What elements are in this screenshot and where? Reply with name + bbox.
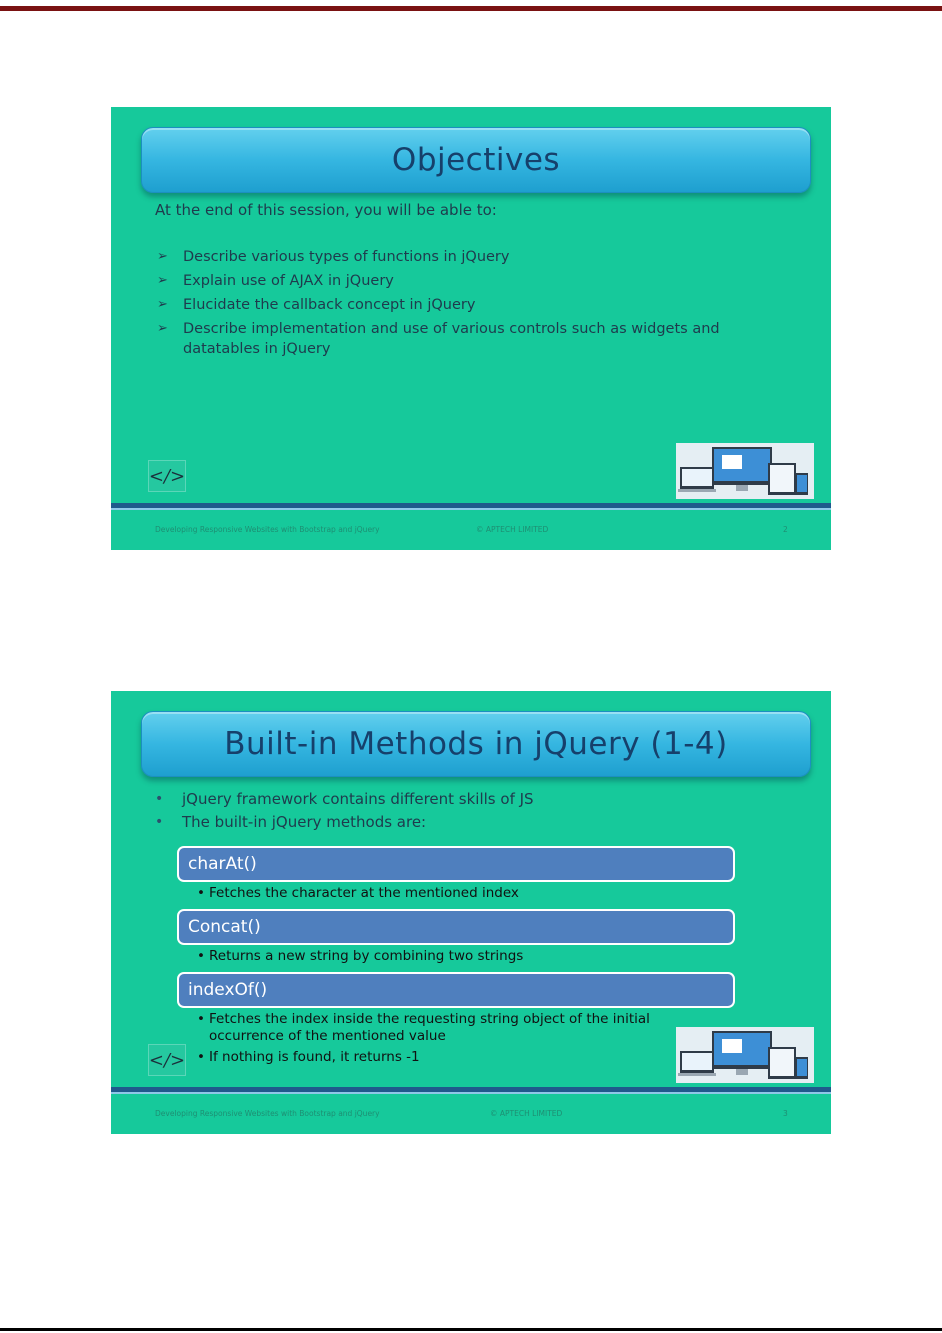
footer-course-title: Developing Responsive Websites with Bootstrap and jQuery [155,1109,380,1118]
slide-title-bar [141,127,811,193]
responsive-devices-image [676,443,814,499]
list-item: ➢ Elucidate the callback concept in jQuery [157,297,476,313]
footer-page-number: 2 [783,525,788,534]
list-item: • jQuery framework contains different skills of JS [155,788,534,811]
arrow-bullet-icon: ➢ [157,321,168,336]
footer-copyright: © APTECH LIMITED [490,1109,563,1118]
method-description-extra: • If nothing is found, it returns -1 [197,1049,420,1065]
list-item: ➢ Describe implementation and use of various controls such as widgets and datatables in jQuery [157,321,720,357]
footer-page-number: 3 [783,1109,788,1118]
code-pen-icon: </> [148,460,186,492]
arrow-bullet-icon: ➢ [157,297,168,312]
footer-copyright: © APTECH LIMITED [476,525,549,534]
arrow-bullet-icon: ➢ [157,249,168,264]
slide-intro: At the end of this session, you will be able to: [155,201,497,219]
page-bottom-rule [0,1328,942,1331]
bullet-dot-icon: • [155,791,164,807]
code-pen-icon: </> [148,1044,186,1076]
slide-title-bar [141,711,811,777]
responsive-devices-image [676,1027,814,1083]
method-box-charat: charAt() [177,846,735,882]
footer-divider-accent [111,508,831,510]
footer-course-title: Developing Responsive Websites with Bootstrap and jQuery [155,525,380,534]
method-box-indexof: indexOf() [177,972,735,1008]
footer-divider-accent [111,1092,831,1094]
slide-title: Objectives [391,142,561,178]
page-top-rule [0,6,942,11]
slide-objectives [111,107,831,550]
objectives-list [155,247,795,363]
list-item: ➢ Describe various types of functions in jQuery [157,249,510,265]
slide-title: Built-in Methods in jQuery (1-4) [224,726,728,762]
list-item: • The built-in jQuery methods are: [155,811,534,834]
method-description: • Returns a new string by combining two strings [197,948,524,964]
method-description: • Fetches the character at the mentioned index [197,885,519,901]
slide-built-in-methods [111,691,831,1134]
arrow-bullet-icon: ➢ [157,273,168,288]
bullet-dot-icon: • [155,814,164,830]
method-box-concat: Concat() [177,909,735,945]
list-item: ➢ Explain use of AJAX in jQuery [157,273,394,289]
method-description: • Fetches the index inside the requesting string object of the initial occurrence of the mentioned value [197,1011,650,1044]
intro-list [155,788,534,834]
